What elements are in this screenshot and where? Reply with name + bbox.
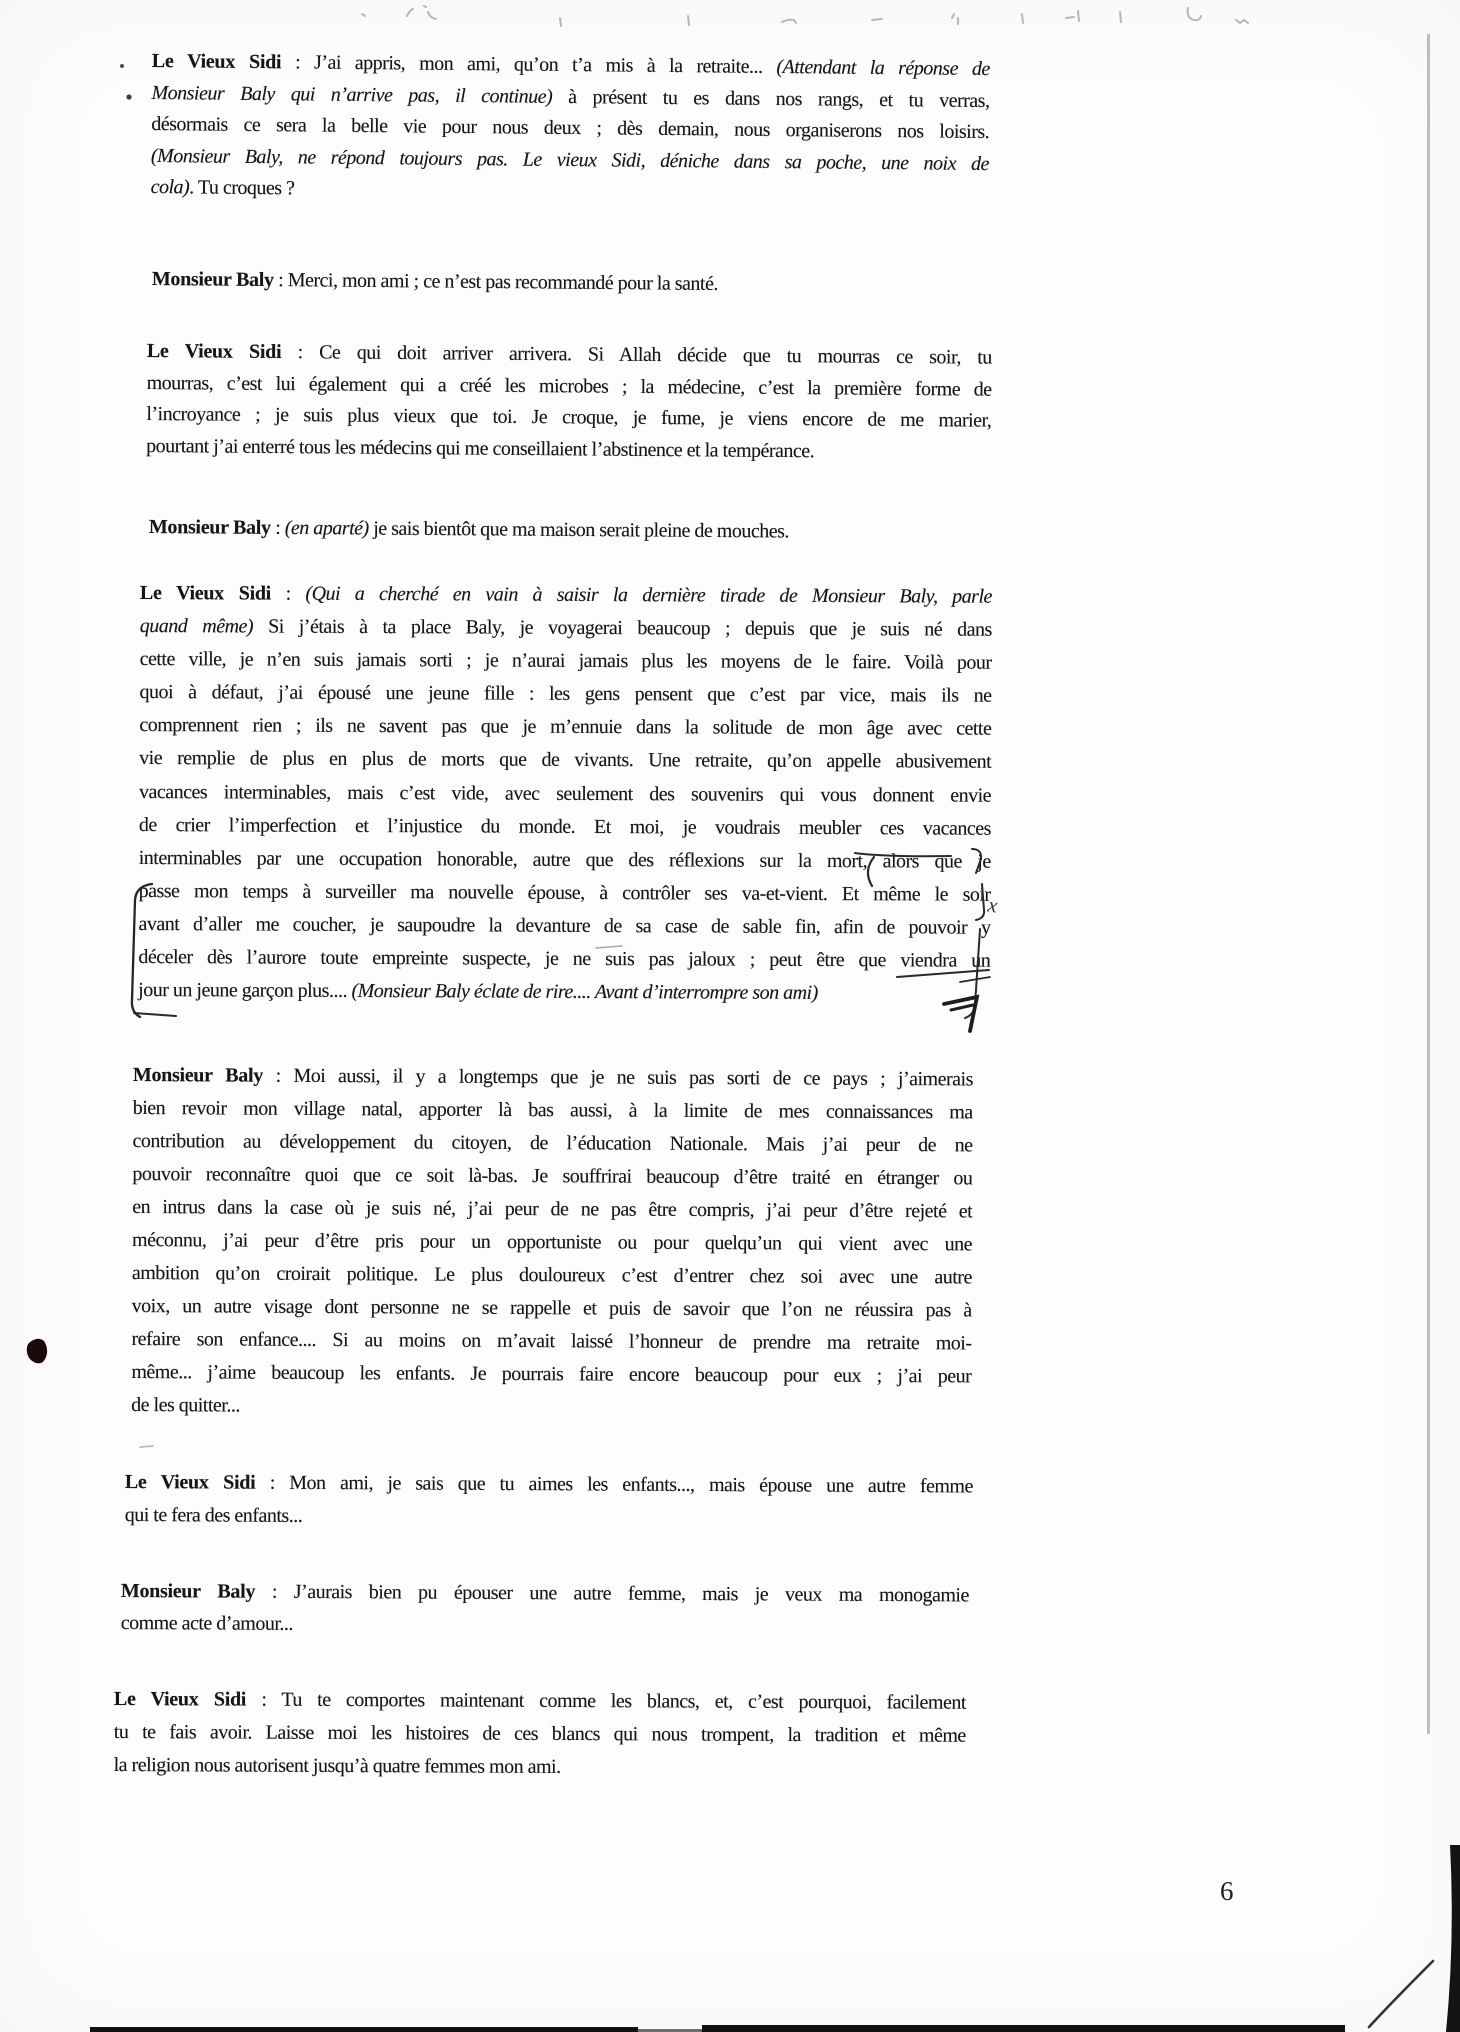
text-line: pourtant j’ai enterré tous les médecins qui me conseillaient l’abstinence et la tempérance. — [146, 434, 815, 462]
text-line: tu te fais avoir. Laisse moi les histoires de ces blancs qui nous trompent, la tradition et même — [113, 1720, 966, 1747]
text-line: Monsieur Baly : (en aparté) je sais bientôt que ma maison serait pleine de mouches. — [148, 515, 790, 543]
margin-dot — [126, 94, 131, 99]
underline-jour — [134, 1013, 176, 1016]
text-line: méconnu, j’ai peur d’être pris pour un opportuniste ou pour quelqu’un qui vient avec une — [131, 1228, 973, 1256]
text-line: refaire son enfance.... Si au moins on m’avait laissé l’honneur de prendre ma retraite moi- — [131, 1327, 972, 1355]
text-line: la religion nous autorisent jusqu’à quatre femmes mon ami. — [113, 1753, 561, 1778]
text-line: Le Vieux Sidi : (Qui a cherché en vain à saisir la dernière tirade de Monsieur Baly, parle — [139, 581, 992, 608]
dialogue-paragraph-sidi-3 — [138, 577, 992, 1011]
text-line: passe mon temps à surveiller ma nouvelle épouse, à contrôler ses va-et-vient. Et même le soir — [138, 879, 991, 906]
margin-dot — [120, 64, 124, 68]
text-line: l’incroyance ; je suis plus vieux que toi. Je croque, je fume, je viens encore de me marier, — [146, 402, 992, 432]
top-edge-scribbles — [362, 6, 1248, 26]
text-line: Monsieur Baly : Moi aussi, il y a longtemps que je ne suis pas sorti de ce pays ; j’aimerais — [132, 1063, 973, 1091]
text-line: de les quitter... — [131, 1393, 240, 1417]
text-line: même... j’aime beaucoup les enfants. Je pourrais faire encore beaucoup pour eux ; j’ai peur — [131, 1360, 972, 1388]
text-line: mourras, c’est lui également qui a créé les microbes ; la médecine, c’est la première forme de — [146, 371, 992, 401]
text-line: contribution au développement du citoyen, de l’éducation Nationale. Mais j’ai peur de ne — [132, 1129, 973, 1157]
text-line: qui te fera des enfants... — [124, 1503, 303, 1527]
dialogue-paragraph-sidi-1 — [150, 46, 989, 212]
text-line: déceler dès l’aurore toute empreinte suspecte, je ne suis pas jaloux ; peut être que viendra un — [138, 946, 991, 972]
text-line: Monsieur Baly : J’aurais bien pu épouser une autre femme, mais je veux ma monogamie — [120, 1579, 969, 1607]
text-line: vacances interminables, mais c’est vide, avec seulement des souvenirs qui vous donnent envie — [139, 780, 992, 807]
text-line: de crier l’imperfection et l’injustice du monde. Et moi, je voudrais meubler ces vacances — [138, 813, 991, 840]
text-line: Le Vieux Sidi : Mon ami, je sais que tu aimes les enfants..., mais épouse une autre femme — [124, 1470, 973, 1498]
page-number: 6 — [1220, 1876, 1234, 1906]
text-line: avant d’aller me coucher, je saupoudre la devanture de sa case de sable fin, afin de pouvoir y — [138, 912, 991, 939]
text-line: Le Vieux Sidi : Tu te comportes maintenant comme les blancs, et, c’est pourquoi, facilement — [113, 1688, 966, 1714]
text-line: en intrus dans la case où je suis né, j’ai peur de ne pas être compris, j’ai peur d’être rejeté et — [132, 1195, 973, 1223]
text-line: voix, un autre visage dont personne ne se rappelle et puis de savoir que l’on ne réussira pas à — [131, 1294, 972, 1322]
dialogue-paragraph-sidi-4 — [125, 1466, 973, 1536]
text-line: (Monsieur Baly, ne répond toujours pas. Le vieux Sidi, déniche dans sa poche, une noix de — [150, 144, 990, 175]
text-line: ambition qu’on croirait politique. Le plus douloureux c’est d’entrer chez soi avec une autre — [131, 1261, 972, 1289]
text-line: comme acte d’amour... — [120, 1611, 294, 1635]
scan-edge-sliver — [1446, 1845, 1460, 2032]
text-line: interminables par une occupation honorable, autre que des réflexions sur la mort, alors que je — [138, 846, 991, 873]
dialogue-paragraph-sidi-5 — [114, 1683, 966, 1786]
dialogue-paragraph-sidi-2 — [146, 336, 992, 469]
text-line: Le Vieux Sidi : J’ai appris, mon ami, qu’on t’a mis à la retraite... (Attendant la réponse de — [151, 49, 990, 81]
ink-blot — [27, 1339, 47, 1364]
text-line: quand même) Si j’étais à ta place Baly, je voyagerai beaucoup ; depuis que je suis né dans — [139, 615, 992, 641]
text-line: cola). Tu croques ? — [150, 175, 295, 200]
text-line: désormais ce sera la belle vie pour nous deux ; dès demain, nous organiserons nos loisirs. — [151, 112, 990, 144]
handwritten-x-mark: x — [986, 892, 1000, 918]
bottom-edge-strip — [90, 2027, 638, 2032]
text-line: cette ville, je n’en suis jamais sorti ; je n’aurai jamais plus les moyens de le faire. Voilà pour — [139, 648, 992, 674]
scan-edge-line — [1427, 34, 1430, 1734]
text-line: quoi à défaut, j’ai épousé une jeune fille : les gens pensent que c’est par vice, mais ils ne — [139, 681, 992, 707]
dialogue-paragraph-baly-1 — [152, 264, 990, 302]
dialogue-paragraph-baly-4 — [121, 1575, 969, 1643]
text-line: jour un jeune garçon plus.... (Monsieur Baly éclate de rire.... Avant d’interrompre son ami) — [138, 979, 818, 1005]
dialogue-paragraph-baly-2 — [149, 512, 994, 549]
pen-curve-corner — [1369, 1961, 1433, 2027]
text-line: pouvoir reconnaître quoi que ce soit là-bas. Je souffrirai beaucoup d’être traité en étranger ou — [132, 1162, 973, 1190]
bottom-edge-strip — [702, 2025, 1345, 2032]
text-line: bien revoir mon village natal, apporter là bas aussi, à la limite de mes connaissances ma — [132, 1096, 973, 1124]
faint-dash-2 — [140, 1446, 153, 1447]
dialogue-paragraph-baly-3 — [131, 1059, 973, 1426]
text-line: Monsieur Baly qui n’arrive pas, il continue) à présent tu es dans nos rangs, et tu verras, — [151, 81, 990, 112]
text-line: vie remplie de plus en plus de morts que de vivants. Une retraite, qu’on appelle abusivement — [139, 747, 992, 774]
text-line: Le Vieux Sidi : Ce qui doit arriver arrivera. Si Allah décide que tu mourras ce soir, tu — [146, 339, 992, 369]
text-line: Monsieur Baly : Merci, mon ami ; ce n’est pas recommandé pour la santé. — [151, 267, 718, 295]
text-line: comprennent rien ; ils ne savent pas que je m’ennuie dans la solitude de mon âge avec cette — [139, 714, 992, 741]
